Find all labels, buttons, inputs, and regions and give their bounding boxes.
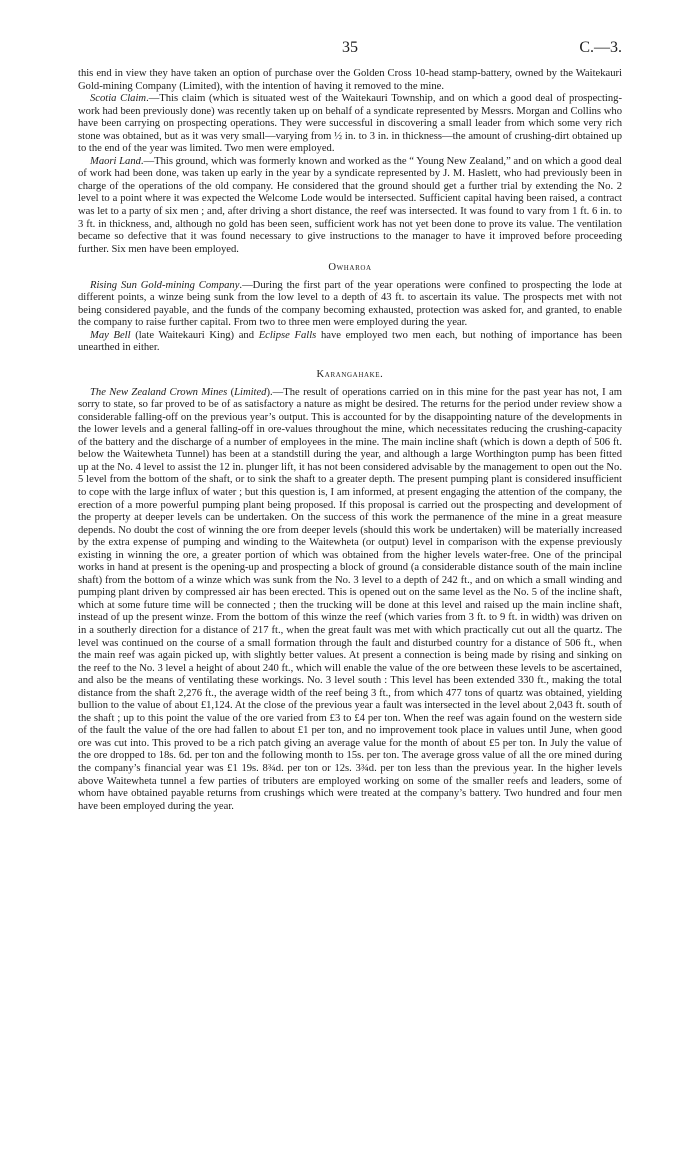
section-heading-owharoa: Owharoa <box>328 262 372 274</box>
rising-sun-paragraph <box>78 280 622 330</box>
text-run: .—This claim (which is situated west of the Waitekauri Township, and on which a good deal of prospecting-work had been previously done) was recently taken up on behalf of a syndicate represented by Messrs. Morgan and Collins who have been carrying on prospecting operations. They were successful in discovering a small leader from which some very rich stone was obtained, but as it was very small—varying from ½ in. to 3 in. in thickness—the amount of crushing-dirt obtained up to the end of the year was limited. Two men were employed. <box>78 93 622 155</box>
italic-run: Maori Land <box>90 155 141 167</box>
text-run: .—During the first part of the year operations were confined to prospecting the lode at different points, a winze being sunk from the low level to a depth of 43 ft. to ascertain its value. The prospects met with not being considered payable, and the funds of the company becoming exhausted, protection was asked for, and granted, to enable the company to raise further capital. From two to three men were employed during the year. <box>78 279 622 329</box>
scotia-claim-paragraph <box>78 93 622 156</box>
italic-run: Rising Sun Gold-mining Company <box>90 279 240 291</box>
maori-land-paragraph <box>78 156 622 256</box>
page-reference: C.—3. <box>579 39 622 56</box>
text-run: (late Waitekauri King) and <box>130 329 259 341</box>
page-number: 35 <box>342 39 358 56</box>
section-heading-karangahake: Karangahake. <box>316 369 384 381</box>
text-run: ).—The result of operations carried on in this mine for the past year has not, I am sorry to state, so far proved to be of as satisfactory a nature as might be desired. The returns for the period under review show a considerable falling-off on the previous year’s output. This is accounted for by the disappointing nature of the developments in the lower levels and a general falling-off in ore-values throughout the mine, which necessitates reducing the crushing-capacity of the battery and the discharge of a number of employees in the mine. The main incline shaft (which is down a depth of 506 ft. below the Waitewheta Tunnel) has been at a standstill during the year, and although a large Worthington pump has been fitted up at the No. 4 level to assist the 12 in. plunger lift, it has not been considered advisable by the management to open out the No. 5 level from the bottom of the shaft, or to sink the shaft to a greater depth. The present pumping plant is considered insufficient to cope with the large influx of water ; but this question is, I am informed, at present engaging the attention of the company, the erection of a more powerful pumping plant being proposed. If this proposal is carried out the prospecting and development of the property at deeper levels can be undertaken. On the success of this work the permanence of the mine in a great measure depends. No doubt the cost of winning the ore from deeper levels (should this work be undertaken) will be materially increased by the extra expense of pumping and winding to the Waitewheta (or output) level in comparison with the expense previously existing in winning the ore, a greater portion of which was obtained from the higher levels water-free. One of the principal works in hand at present is the opening-up and prospecting a block of ground (a considerable distance south of the main incline shaft) from the bottom of a winze which was sunk from the No. 3 level to a depth of 242 ft., and on which a small winding and pumping plant driven by compressed air has been erected. This is opened out on the same level as the No. 5 of the incline shaft, which at some future time will be connected ; then the trucking will be done at this level and raised up the main incline shaft, instead of up the present winze. From the bottom of this winze the reef (which varies from 3 ft. to 9 ft. in width) was driven on in a southerly direction for a distance of 217 ft., when the great fault was met with which practically cut out all the quartz. The level was continued on the course of a small formation through the fault and disturbed country for a distance of 506 ft., when the main reef was again picked up, with slightly better values. At present a connection is being made by rising and sinking on the reef to the No. 3 level a height of about 240 ft., which will enable the value of the ore between these levels to be ascertained, and also be the means of ventilating these workings. No. 3 level south : This level has been extended 330 ft., making the total distance from the shaft 2,276 ft., the average width of the reef being 3 ft., from which 477 tons of quartz was obtained, yielding bullion to the value of about £1,124. At the close of the previous year a fault was intersected in the level about 2,043 ft. south of the shaft ; up to this point the value of the ore varied from £3 to £4 per ton. When the reef was again found on the western side of the fault the value of the ore had fallen to about £1 per ton, and no improvement took place in values until June, when good ore was cut into. This proved to be a rich patch giving an average value for the month of about £5 per ton. In July the value of the ore dropped to 18s. 6d. per ton and the following month to 15s. per ton. The average gross value of all the ore mined during the company’s financial year was £1 19s. 8¾d. per ton or 12s. 3¾d. per ton less than the previous year. In the higher levels above Waitewheta tunnel a few parties of tributers are employed working on some of the smaller reefs and leaders, some of whom have obtained payable returns from crushings which were treated at the company’s battery. Two hundred and four men have been employed during the year. <box>78 386 622 812</box>
italic-run: The New Zealand Crown Mines <box>90 386 228 398</box>
page-header <box>78 38 622 68</box>
intro-paragraph <box>78 68 622 93</box>
text-run: .—This ground, which was formerly known and worked as the “ Young New Zealand,” and on which a good deal of work had been done, was taken up early in the year by a syndicate represented by J. M. Haslett, who had previously been in charge of the operations of the old company. He considered that the ground should get a further trial by extending the No. 2 level to a point where it was expected the Welcome Lode would be intersected. Sufficient capital having been raised, a contract was let to a party of six men ; and, after driving a short distance, the reef was intersected. It was found to vary from 1 ft. 6 in. to 3 ft. in thickness, and, although no gold has been seen, sufficient work has not yet been done to prove its value. The ventilation became so defective that it was found necessary to give instructions to the manager to have it improved before proceeding further. Six men have been employed. <box>78 155 622 255</box>
italic-run: Eclipse Falls <box>258 329 317 341</box>
italic-run: Limited <box>234 386 267 398</box>
italic-run: Scotia Claim <box>90 93 147 105</box>
text-run: this end in view they have taken an option of purchase over the Golden Cross 10-head stamp-battery, owned by the Waitekauri Gold-mining Company (Limited), with the intention of having it removed to the mine. <box>78 68 622 92</box>
may-bell-paragraph <box>78 330 622 355</box>
italic-run: May Bell <box>90 329 131 341</box>
text-run: ( <box>227 386 235 398</box>
nz-crown-mines-paragraph <box>78 387 622 814</box>
text-run: have employed two men each, but nothing of importance has been unearthed in either. <box>78 329 622 354</box>
